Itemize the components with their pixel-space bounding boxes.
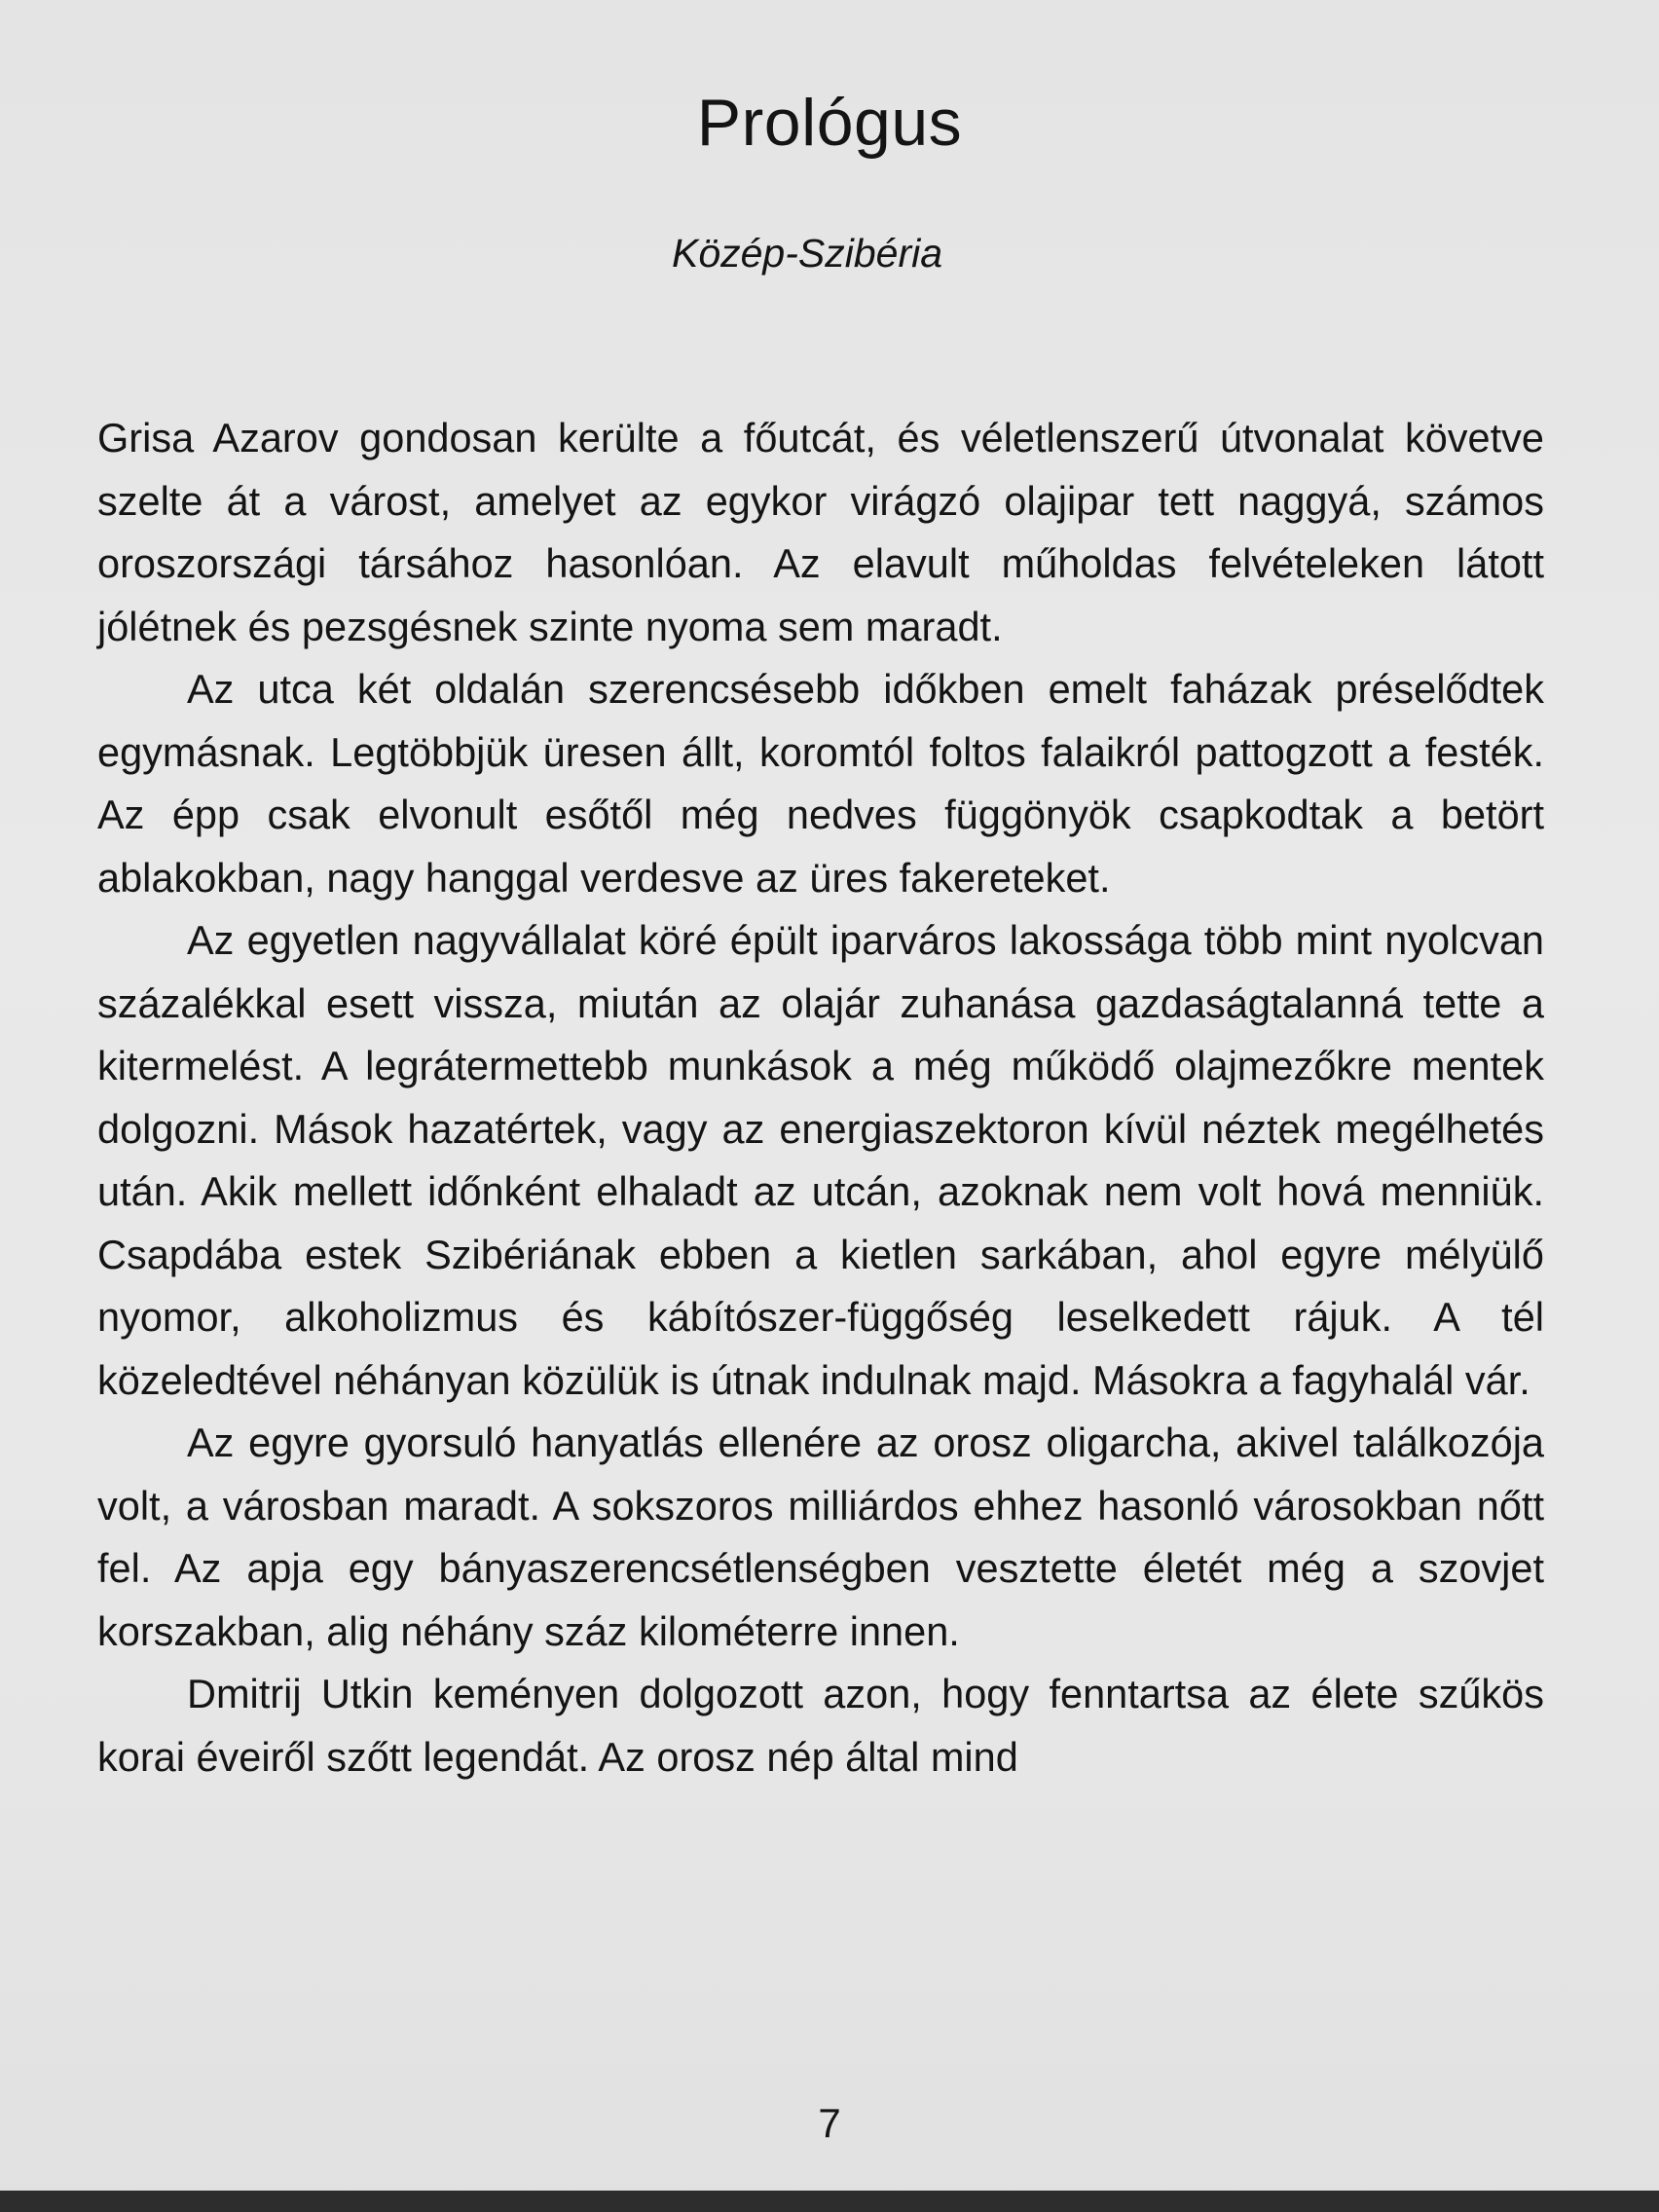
paragraph: Az utca két oldalán szerencsésebb időkben emelt faházak préselődtek egymásnak. Legtöbbjük üresen állt, koromtól foltos falaikról pattogzott a festék. Az épp csak elvonult esőtől még nedves függönyök csapkodtak a betört ablakokban, nagy hanggal verdesve az üres fakereteket. xyxy=(97,666,1544,901)
page-title: Prológus xyxy=(696,86,963,160)
paragraph: Az egyetlen nagyvállalat köré épült iparváros lakossága több mint nyolcvan százalékkal esett vissza, miután az olajár zuhanása gazdaságtalanná tette a kitermelést. A legrátermettebb munkások a még működő olajmezőkre mentek dolgozni. Mások hazatértek, vagy az energiaszektoron kívül néztek megélhetés után. Akik mellett időnként elhaladt az utcán, azoknak nem volt hová menniük. Csapdába estek Szibériának ebben a kietlen sarkában, ahol egyre mélyülő nyomor, alkoholizmus és kábítószer-függőség leselkedett rájuk. A tél közeledtével néhányan közülük is útnak indulnak majd. Másokra a fagyhalál vár. xyxy=(97,917,1544,1403)
body-text xyxy=(97,407,1544,1788)
paragraph: Az egyre gyorsuló hanyatlás ellenére az orosz oligarcha, akivel találkozója volt, a városban maradt. A sokszoros milliárdos ehhez hasonló városokban nőtt fel. Az apja egy bányaszerencsétlenségben vesztette életét még a szovjet korszakban, alig néhány száz kilométerre innen. xyxy=(97,1419,1544,1654)
page-subtitle: Közép-Szibéria xyxy=(671,231,943,276)
paragraph: Dmitrij Utkin keményen dolgozott azon, hogy fenntartsa az élete szűkös korai éveiről szőtt legendát. Az orosz nép által mind xyxy=(97,1671,1544,1780)
paragraph: Grisa Azarov gondosan kerülte a főutcát, és véletlenszerű útvonalat követve szelte át a várost, amelyet az egykor virágzó olajipar tett naggyá, számos oroszországi társához hasonlóan. Az elavult műholdas felvételeken látott jólétnek és pezsgésnek szinte nyoma sem maradt. xyxy=(97,415,1544,649)
page-number: 7 xyxy=(818,2100,841,2146)
bottom-edge-strip xyxy=(0,2191,1659,2212)
